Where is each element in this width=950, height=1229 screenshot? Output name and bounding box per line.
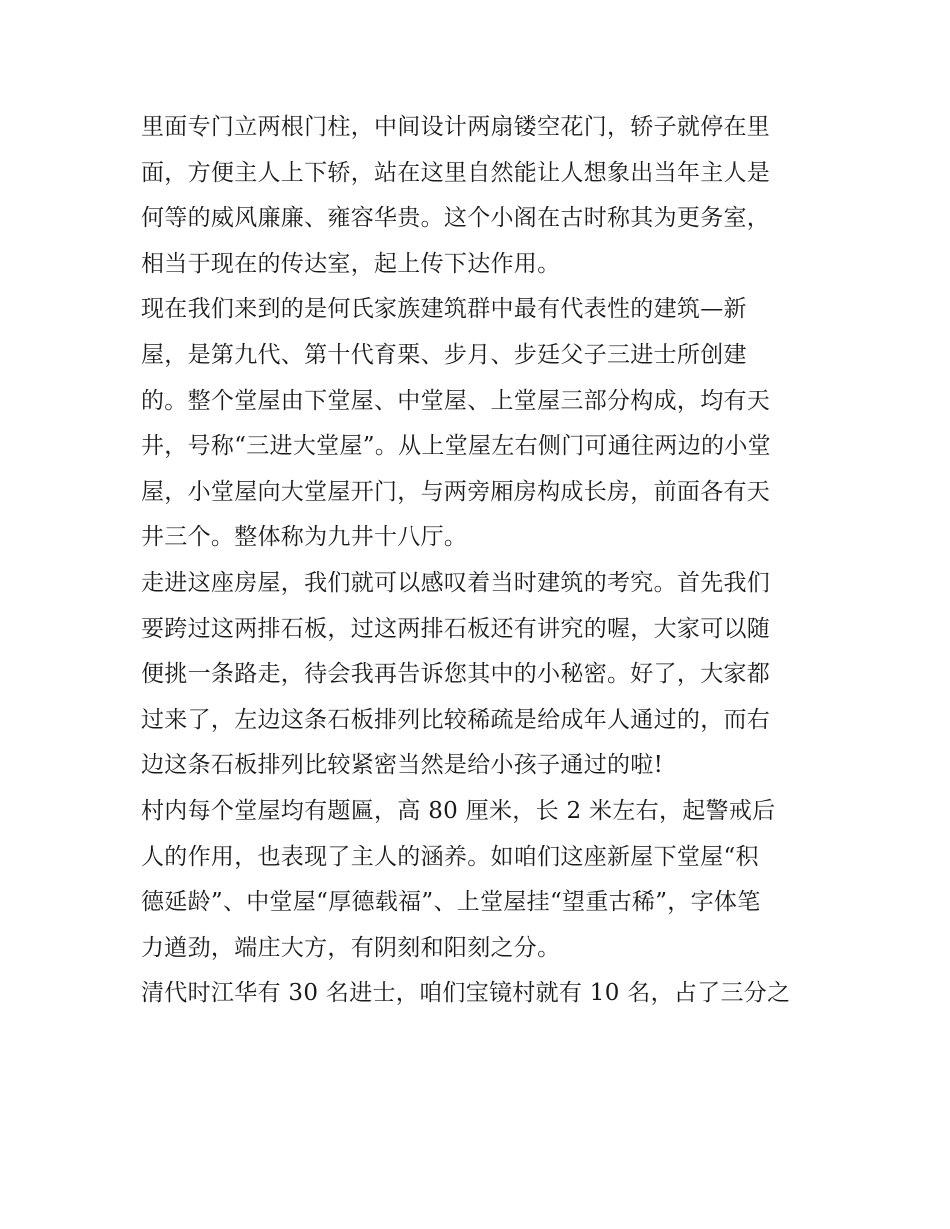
text-line: 过来了，左边这条石板排列比较稀疏是给成年人通过的，而右 bbox=[141, 706, 771, 733]
text-line: 井三个。整体称为九井十八厅。 bbox=[141, 524, 468, 551]
body-text bbox=[141, 105, 821, 1017]
text-line: 相当于现在的传达室，起上传下达作用。 bbox=[141, 250, 561, 277]
text-line: 清代时江华有 30 名进士，咱们宝镜村就有 10 名，占了三分之 bbox=[141, 980, 791, 1007]
text-line: 现在我们来到的是何氏家族建筑群中最有代表性的建筑—新 bbox=[141, 296, 747, 323]
text-line: 要跨过这两排石板，过这两排石板还有讲究的喔，大家可以随 bbox=[141, 615, 771, 642]
text-line: 里面专门立两根门柱，中间设计两扇镂空花门，轿子就停在里 bbox=[141, 114, 771, 140]
text-line: 人的作用，也表现了主人的涵养。如咱们这座新屋下堂屋“积 bbox=[141, 843, 759, 870]
text-line: 井，号称“三进大堂屋”。从上堂屋左右侧门可通往两边的小堂 bbox=[141, 433, 771, 460]
text-line: 边这条石板排列比较紧密当然是给小孩子通过的啦! bbox=[141, 752, 664, 779]
text-line: 走进这座房屋，我们就可以感叹着当时建筑的考究。首先我们 bbox=[141, 569, 771, 596]
text-line: 何等的威风廉廉、雍容华贵。这个小阁在古时称其为更务室， bbox=[141, 205, 771, 232]
text-line: 便挑一条路走，待会我再告诉您其中的小秘密。好了，大家都 bbox=[141, 661, 771, 688]
text-line: 的。整个堂屋由下堂屋、中堂屋、上堂屋三部分构成，均有天 bbox=[141, 387, 771, 414]
text-line: 屋，是第九代、第十代育栗、步月、步廷父子三进士所创建 bbox=[141, 341, 747, 368]
text-line: 村内每个堂屋均有题匾，高 80 厘米，长 2 米左右，起警戒后 bbox=[141, 797, 776, 824]
text-line: 力遒劲，端庄大方，有阴刻和阳刻之分。 bbox=[141, 934, 561, 961]
text-line: 德延龄”、中堂屋“厚德载福”、上堂屋挂“望重古稀”，字体笔 bbox=[141, 889, 761, 916]
text-line: 屋，小堂屋向大堂屋开门，与两旁厢房构成长房，前面各有天 bbox=[141, 478, 771, 505]
text-line: 面，方便主人上下轿，站在这里自然能让人想象出当年主人是 bbox=[141, 159, 771, 186]
